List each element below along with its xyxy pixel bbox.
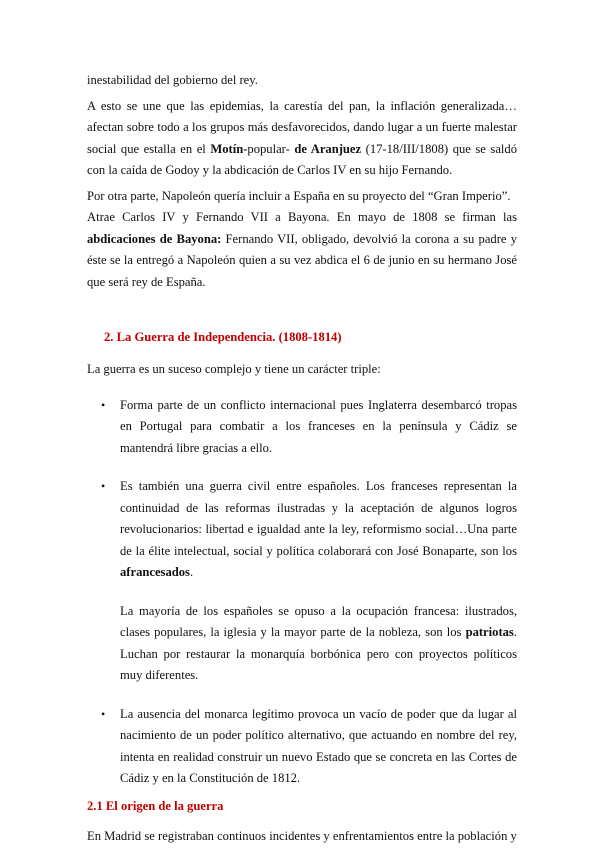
bullet-icon: • [101,397,106,412]
bold-term: abdicaciones de Bayona: [87,231,222,246]
bullet-icon: • [101,706,106,721]
paragraph-bayona: Atrae Carlos IV y Fernando VII a Bayona. En mayo de 1808 se firman las abdicaciones de Bayona: Fernando VII, obligado, devolvió la corona a su padre y éste se la entregó a Napoleón quien a su vez abdica el 6 de junio en su hermano José que será rey de España. [87,210,518,289]
bold-term: de Aranjuez [294,141,362,156]
bullet-list [87,704,517,790]
bold-term: patriotas [465,625,514,639]
bold-term: afrancesados [120,565,190,579]
list-item: • Es también una guerra civil entre españoles. Los franceses representan la continuidad de las reformas ilustradas y la aceptación de algunos logros revolucionarios: libertad e igualdad ante la ley, reformismo social…Una parte de la élite intelectual, social y política colaborará con José Bonaparte, son los afrancesados. [87,476,517,584]
document-page [87,70,517,847]
section-heading: 2. La Guerra de Independencia. (1808-1814) [104,330,342,344]
paragraph: inestabilidad del gobierno del rey. [87,73,258,87]
paragraph-motin: A esto se une que las epidemias, la carestía del pan, la inflación generalizada… afectan sobre todo a los grupos más desfavorecidos, dando lugar a un fuerte malestar social que estalla en el Motín-popular- de Aranjuez (17-18/III/1808) que se saldó con la caída de Godoy y la abdicación de Carlos IV en su hijo Fernando. [87,98,518,177]
paragraph: La guerra es un suceso complejo y tiene un carácter triple: [87,362,381,376]
bullet-list [87,395,517,584]
list-item: • La ausencia del monarca legítimo provoca un vacío de poder que da lugar al nacimiento de un poder político alternativo, que actuando en nombre del rey, intenta en realidad construir un nuevo Estado que se concreta en las Cortes de Cádiz y en la Constitución de 1812. [87,704,517,790]
bullet-icon: • [101,479,106,493]
paragraph-patriotas: La mayoría de los españoles se opuso a la ocupación francesa: ilustrados, clases populares, la iglesia y la mayor parte de la nobleza, son los patriotas. Luchan por restaurar la monarquía borbónica pero con proyectos políticos muy diferentes. [120,603,517,682]
paragraph: En Madrid se registraban continuos incidentes y enfrentamientos entre la población y [87,828,517,843]
list-item: • Forma parte de un conflicto internacional pues Inglaterra desembarcó tropas en Portugal para combatir a los franceses en la península y Cádiz se mantendrá libre gracias a ello. [87,395,517,460]
bold-term: Motín- [210,141,248,156]
paragraph-napoleon: Por otra parte, Napoleón quería incluir a España en su proyecto del “Gran Imperio”. [87,188,511,203]
subsection-heading: 2.1 El origen de la guerra [87,798,224,813]
